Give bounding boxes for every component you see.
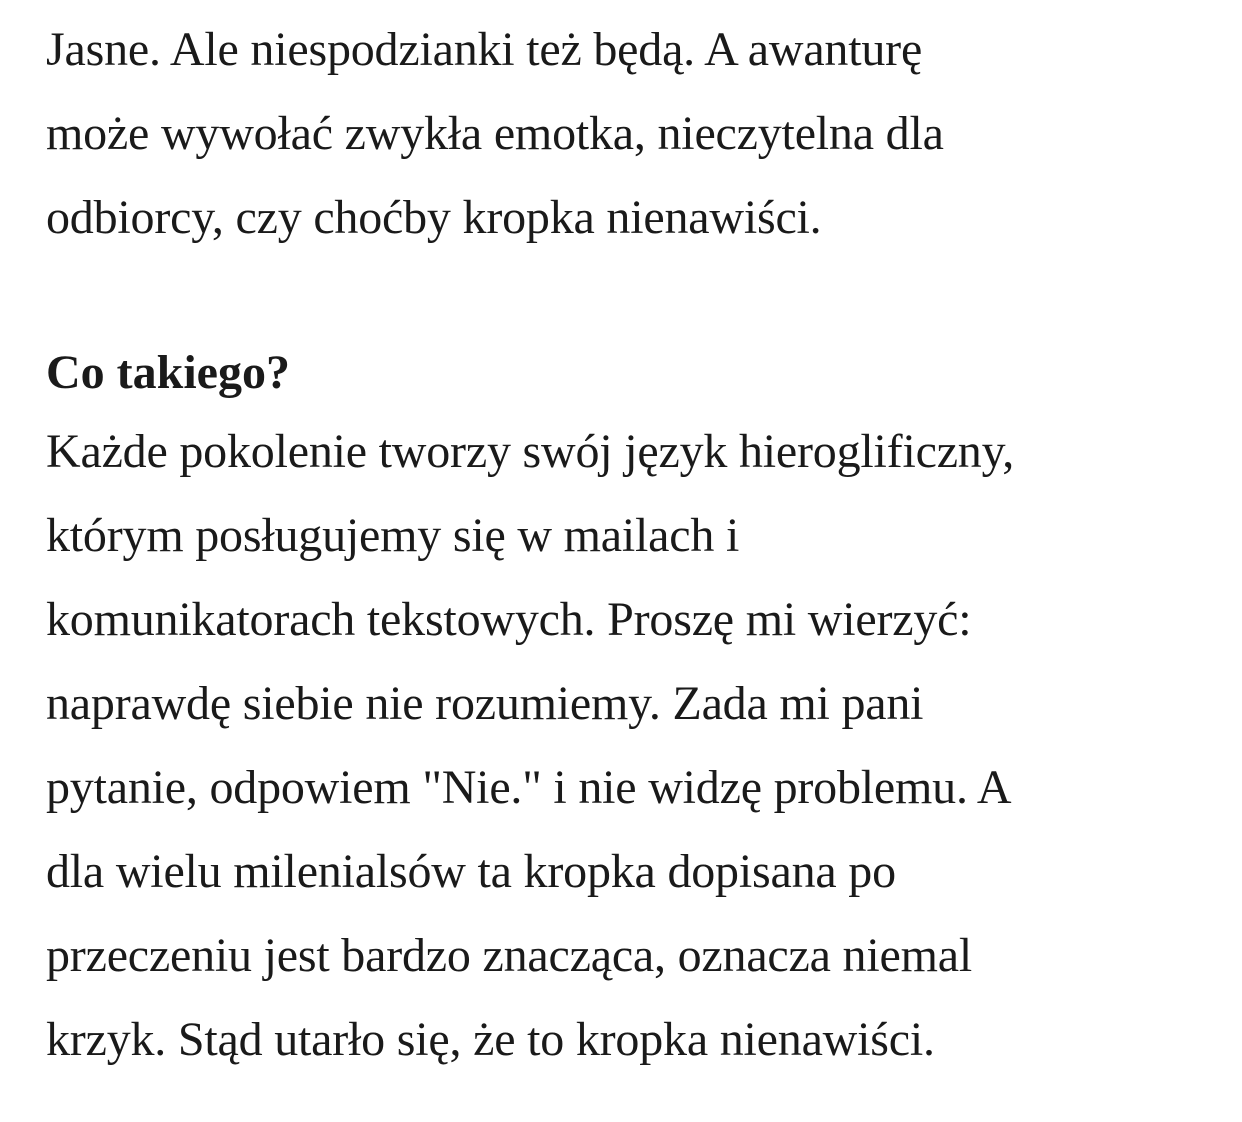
- text-line: dla wielu milenialsów ta kropka dopisana po: [46, 845, 896, 898]
- paragraph-spacer: [46, 260, 1216, 336]
- article-body: [46, 8, 1216, 1082]
- answer-paragraph-1: [46, 8, 1216, 260]
- text-line: Każde pokolenie tworzy swój język hieroglificzny,: [46, 425, 1015, 478]
- text-line: naprawdę siebie nie rozumiemy. Zada mi pani: [46, 677, 924, 730]
- text-line: może wywołać zwykła emotka, nieczytelna dla: [46, 107, 944, 160]
- text-line: pytanie, odpowiem "Nie." i nie widzę problemu. A: [46, 761, 1012, 814]
- interview-question: Co takiego?: [46, 346, 290, 399]
- text-line: Jasne. Ale niespodzianki też będą. A awanturę: [46, 23, 923, 76]
- text-line: odbiorcy, czy choćby kropka nienawiści.: [46, 191, 822, 244]
- text-line: krzyk. Stąd utarło się, że to kropka nienawiści.: [46, 1013, 935, 1066]
- text-line: przeczeniu jest bardzo znacząca, oznacza niemal: [46, 929, 972, 982]
- text-line: którym posługujemy się w mailach i: [46, 509, 740, 562]
- text-line: komunikatorach tekstowych. Proszę mi wierzyć:: [46, 593, 972, 646]
- answer-paragraph-2: [46, 410, 1216, 1082]
